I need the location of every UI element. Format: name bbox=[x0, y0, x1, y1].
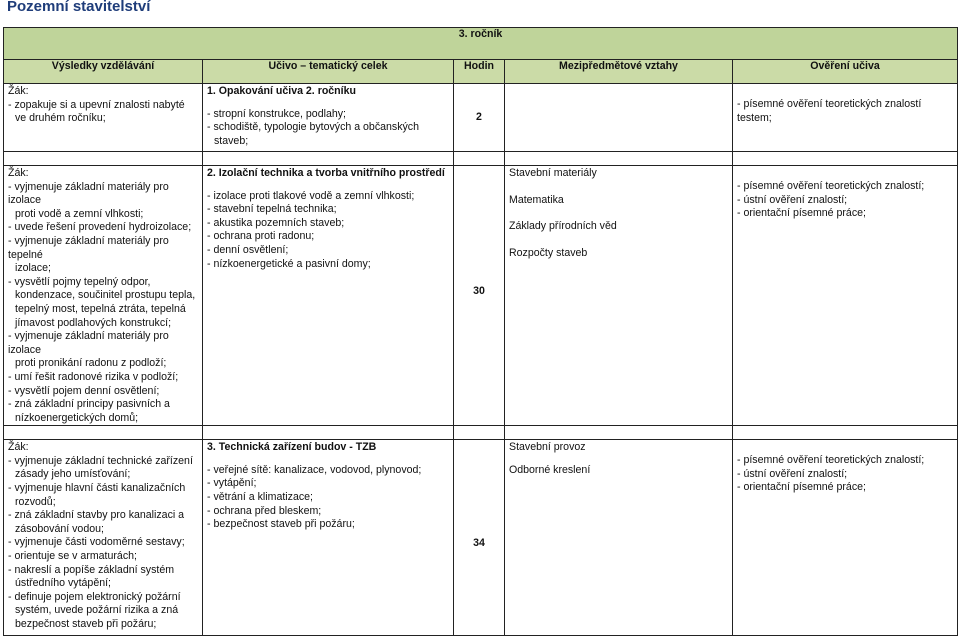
relations-cell bbox=[505, 440, 733, 636]
verification-cell bbox=[733, 84, 958, 152]
result-line: izolace; bbox=[15, 262, 51, 275]
relation-line: Rozpočty staveb bbox=[509, 246, 588, 259]
content-line: - bezpečnost staveb při požáru; bbox=[207, 518, 355, 531]
header-verification: Ověření učiva bbox=[733, 60, 958, 84]
topic-title: 1. Opakování učiva 2. ročníku bbox=[207, 85, 356, 97]
student-label: Žák: bbox=[8, 85, 29, 97]
content-line: - stavební tepelná technika; bbox=[207, 203, 337, 216]
result-line: - vyjmenuje základní technické zařízení bbox=[8, 454, 193, 467]
result-line: - vyjmenuje základní materiály pro tepelné bbox=[8, 234, 169, 261]
relations-cell bbox=[505, 166, 733, 426]
result-line: - vysvětlí pojmy tepelný odpor, bbox=[8, 275, 151, 288]
topic-title: 2. Izolační technika a tvorba vnitřního prostředí bbox=[207, 167, 445, 179]
content-cell bbox=[203, 166, 454, 426]
result-line: - vyjmenuje základní materiály pro izolace bbox=[8, 330, 169, 356]
content-line: - vytápění; bbox=[207, 477, 257, 490]
results-cell bbox=[4, 84, 203, 152]
content-line: - ochrana proti radonu; bbox=[207, 230, 315, 243]
result-line: ústředního vytápění; bbox=[15, 577, 111, 590]
content-line: - ochrana před bleskem; bbox=[207, 504, 322, 517]
table-row bbox=[4, 166, 958, 426]
content-line: - akustika pozemních staveb; bbox=[207, 216, 345, 229]
result-line: ve druhém ročníku; bbox=[15, 112, 106, 125]
verification-line: - písemné ověření teoretických znalostí; bbox=[737, 180, 925, 192]
header-content: Učivo – tematický celek bbox=[203, 60, 454, 84]
year-row bbox=[4, 28, 958, 60]
result-line: - zná základní principy pasivních a bbox=[8, 398, 170, 411]
results-cell bbox=[4, 440, 203, 636]
content-line: staveb; bbox=[214, 134, 249, 147]
content-line: - stropní konstrukce, podlahy; bbox=[207, 107, 346, 120]
result-line: jímavost podlahových konstrukcí; bbox=[15, 316, 172, 329]
result-line: - vyjmenuje základní materiály pro izolace bbox=[8, 180, 169, 207]
relation-line: Stavební materiály bbox=[509, 167, 597, 179]
result-line: systém, uvede požární rizika a zná bbox=[15, 604, 179, 617]
relation-line: Matematika bbox=[509, 193, 564, 206]
verification-line: - orientační písemné práce; bbox=[737, 207, 866, 220]
result-line: - vyjmenuje hlavní části kanalizačních bbox=[8, 482, 186, 495]
result-line: rozvodů; bbox=[15, 495, 56, 508]
topic-title: 3. Technická zařízení budov - TZB bbox=[207, 441, 377, 454]
result-line: proti vodě a zemní vlhkosti; bbox=[15, 207, 144, 220]
result-line: tepelný most, tepelná ztráta, tepelná bbox=[15, 302, 186, 315]
result-line: - zná základní stavby pro kanalizaci a bbox=[8, 509, 185, 522]
header-row bbox=[4, 60, 958, 84]
hours-cell: 34 bbox=[454, 440, 505, 636]
result-line: - vysvětlí pojem denní osvětlení; bbox=[8, 384, 160, 397]
student-label: Žák: bbox=[8, 441, 29, 454]
result-line: - definuje pojem elektronický požární bbox=[8, 590, 181, 603]
content-line: - větrání a klimatizace; bbox=[207, 491, 313, 504]
content-line: - nízkoenergetické a pasivní domy; bbox=[207, 257, 371, 270]
result-line: - orientuje se v armaturách; bbox=[8, 550, 137, 563]
content-line: - izolace proti tlakové vodě a zemní vlhkosti; bbox=[207, 189, 415, 202]
table-row bbox=[4, 440, 958, 636]
content-line: - schodiště, typologie bytových a občanských bbox=[207, 121, 419, 134]
document-title: Pozemní stavitelství bbox=[7, 0, 151, 15]
result-line: bezpečnost staveb při požáru; bbox=[15, 618, 157, 630]
results-cell bbox=[4, 166, 203, 426]
verification-cell bbox=[733, 440, 958, 636]
header-hours: Hodin bbox=[454, 60, 505, 84]
content-line: - denní osvětlení; bbox=[207, 243, 289, 256]
year-heading: 3. ročník bbox=[4, 28, 958, 60]
relation-line: Stavební provoz bbox=[509, 441, 586, 454]
verification-line: - písemné ověření teoretických znalostí; bbox=[737, 454, 925, 467]
result-line: - umí řešit radonové rizika v podloží; bbox=[8, 370, 179, 383]
header-results: Výsledky vzdělávání bbox=[4, 60, 203, 84]
result-line: - uvede řešení provedení hydroizolace; bbox=[8, 221, 192, 234]
header-relations: Mezipředmětové vztahy bbox=[505, 60, 733, 84]
relations-cell bbox=[505, 84, 733, 152]
relation-line: Odborné kreslení bbox=[509, 463, 591, 476]
result-line: zásady jeho umísťování; bbox=[15, 468, 131, 481]
result-line: - zopakuje si a upevní znalosti nabyté bbox=[8, 98, 185, 111]
content-cell bbox=[203, 440, 454, 636]
curriculum-table bbox=[3, 27, 958, 636]
hours-cell: 30 bbox=[454, 166, 505, 426]
result-line: proti pronikání radonu z podloží; bbox=[15, 357, 167, 370]
verification-line: - písemné ověření teoretických znalostí testem; bbox=[737, 97, 922, 124]
content-cell bbox=[203, 84, 454, 152]
result-line: nízkoenergetických domů; bbox=[15, 411, 139, 424]
result-line: zásobování vodou; bbox=[15, 522, 104, 535]
result-line: - nakreslí a popíše základní systém bbox=[8, 563, 175, 576]
result-line: - vyjmenuje části vodoměrné sestavy; bbox=[8, 536, 185, 549]
table-row bbox=[4, 84, 958, 152]
verification-cell bbox=[733, 166, 958, 426]
content-line: - veřejné sítě: kanalizace, vodovod, plynovod; bbox=[207, 463, 422, 476]
student-label: Žák: bbox=[8, 167, 29, 179]
relation-line: Základy přírodních věd bbox=[509, 220, 617, 233]
verification-line: - ústní ověření znalostí; bbox=[737, 467, 848, 480]
verification-line: - orientační písemné práce; bbox=[737, 481, 866, 494]
result-line: kondenzace, součinitel prostupu tepla, bbox=[15, 289, 196, 302]
hours-cell: 2 bbox=[454, 84, 505, 152]
verification-line: - ústní ověření znalostí; bbox=[737, 193, 848, 206]
